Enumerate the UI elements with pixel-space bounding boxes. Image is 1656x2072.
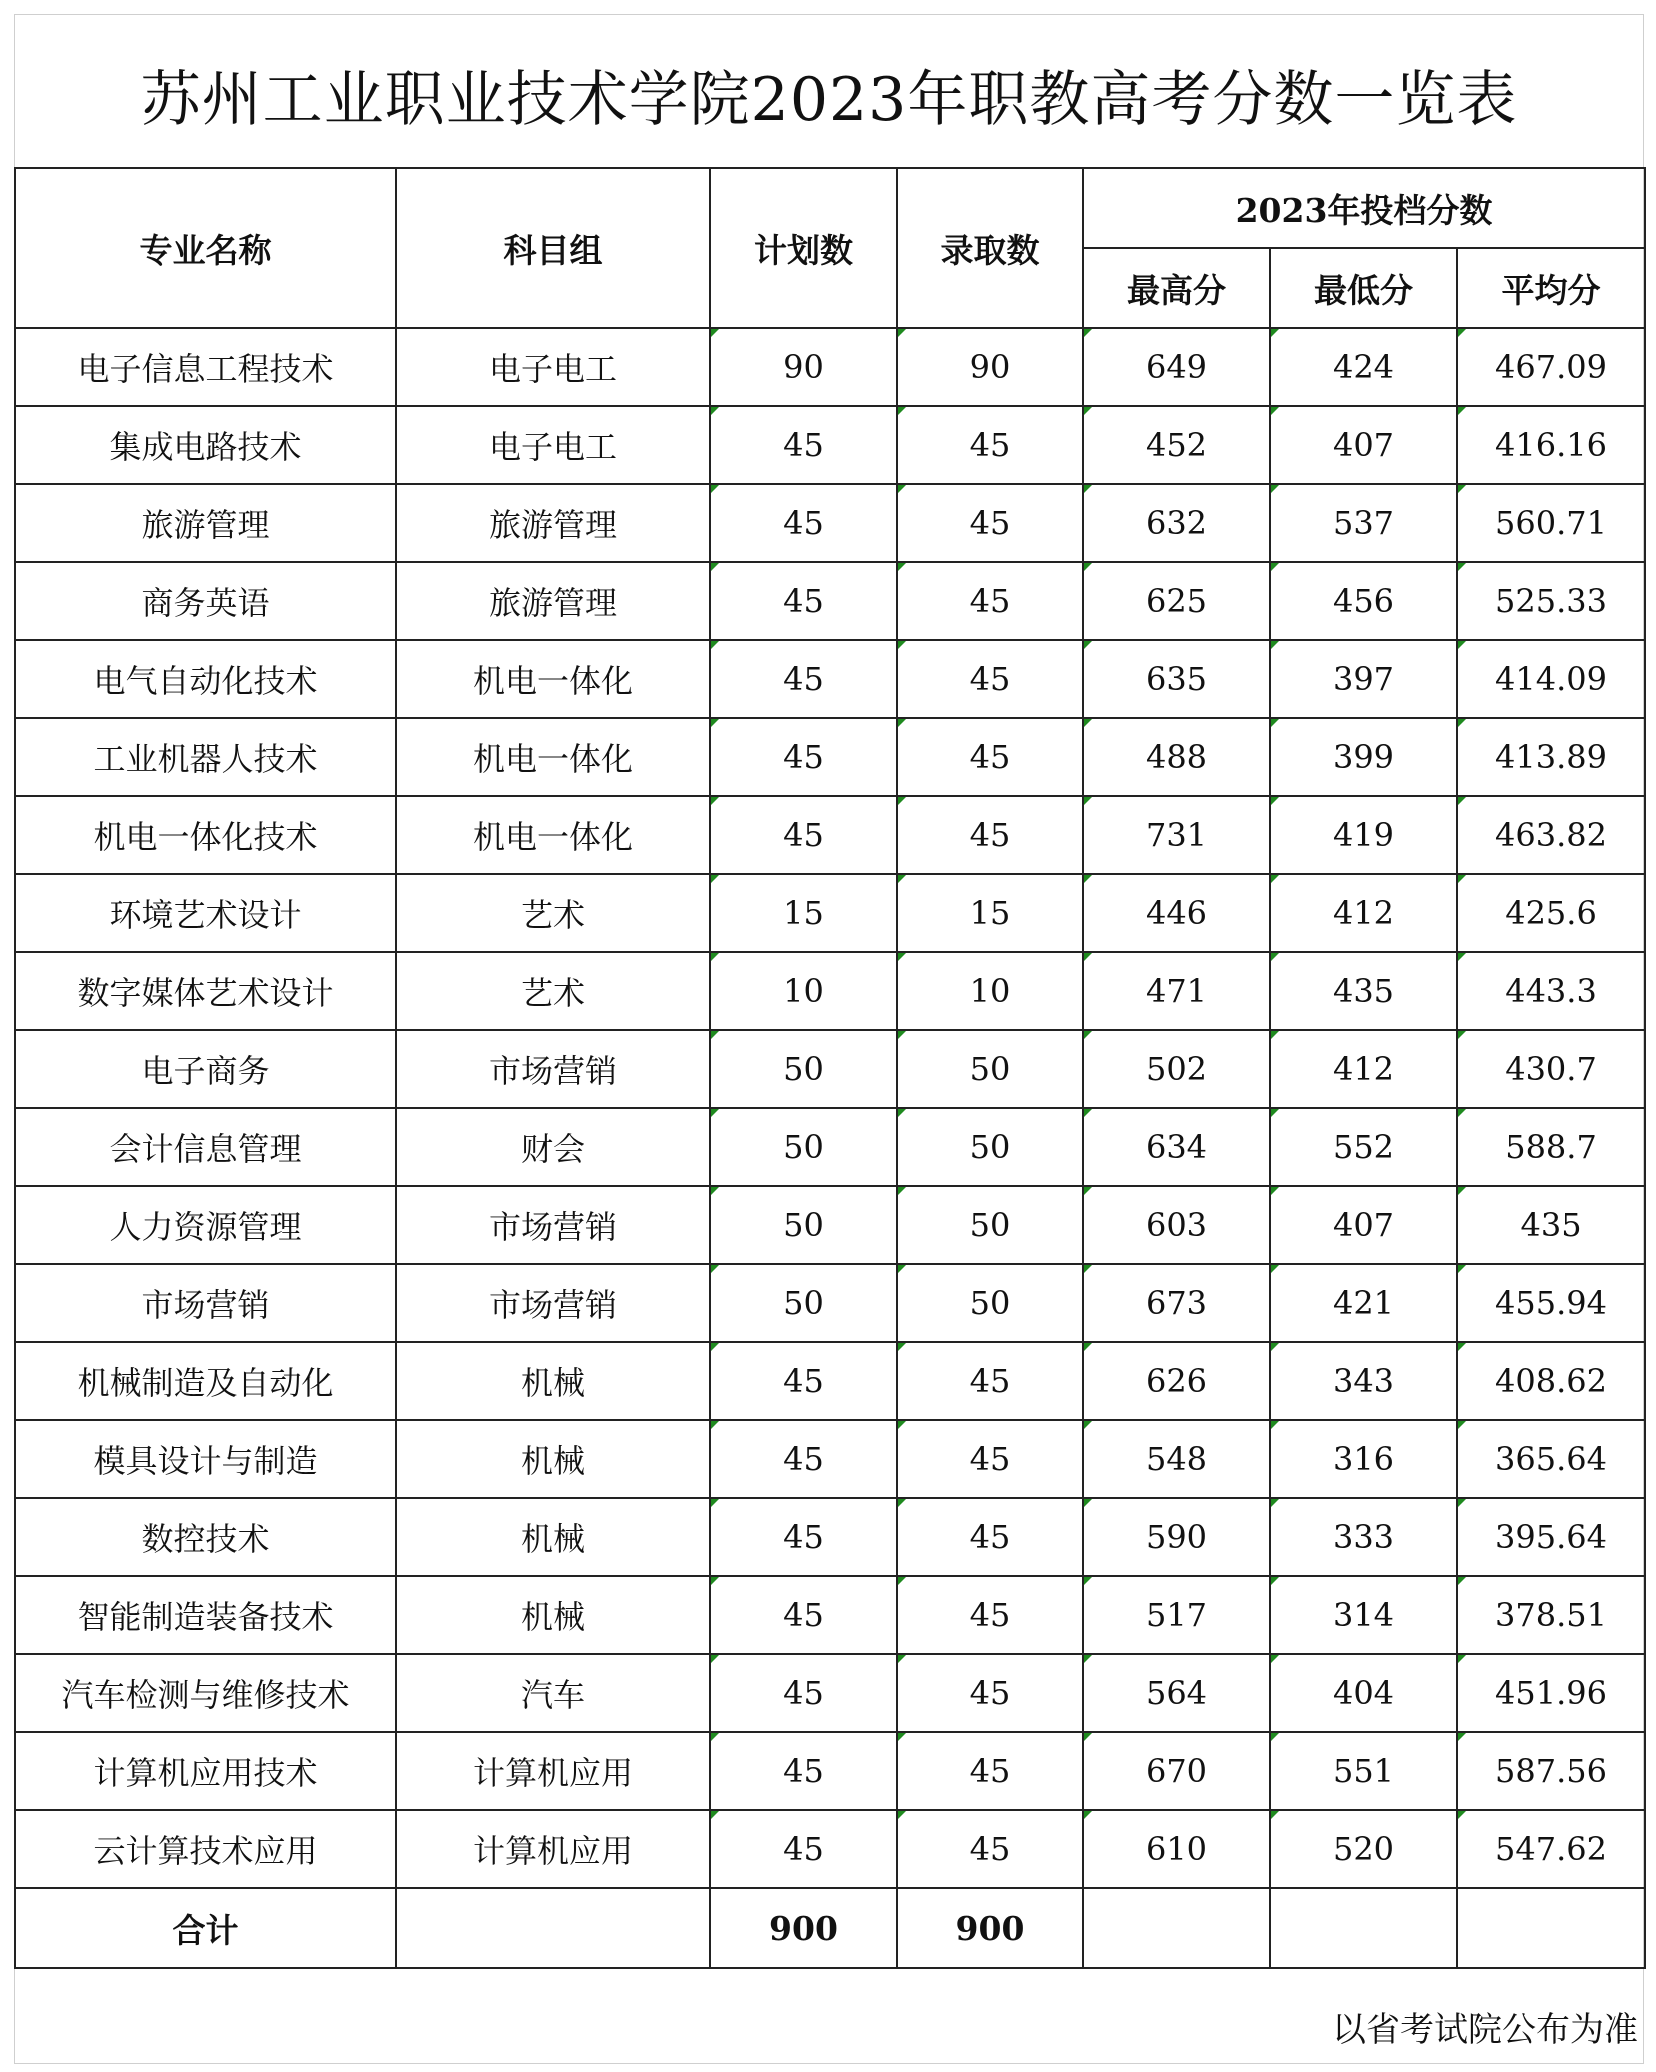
cell-subject-group: 艺术	[396, 874, 710, 952]
cell-min: 314	[1270, 1576, 1457, 1654]
cell-subject-group: 市场营销	[396, 1264, 710, 1342]
cell-avg: 395.64	[1457, 1498, 1645, 1576]
table-body	[15, 328, 1645, 1888]
cell-max: 626	[1083, 1342, 1270, 1420]
cell-avg: 588.7	[1457, 1108, 1645, 1186]
cell-major: 人力资源管理	[15, 1186, 396, 1264]
cell-avg: 525.33	[1457, 562, 1645, 640]
total-min-empty	[1270, 1888, 1457, 1968]
cell-subject-group: 机电一体化	[396, 718, 710, 796]
cell-admitted: 45	[897, 718, 1083, 796]
cell-admitted: 45	[897, 1342, 1083, 1420]
cell-max: 471	[1083, 952, 1270, 1030]
cell-admitted: 45	[897, 562, 1083, 640]
cell-subject-group: 机械	[396, 1342, 710, 1420]
cell-admitted: 45	[897, 640, 1083, 718]
cell-max: 603	[1083, 1186, 1270, 1264]
cell-major: 机电一体化技术	[15, 796, 396, 874]
table-row	[15, 952, 1645, 1030]
cell-max: 731	[1083, 796, 1270, 874]
cell-plan: 45	[710, 406, 897, 484]
cell-plan: 45	[710, 1576, 897, 1654]
cell-admitted: 45	[897, 1810, 1083, 1888]
cell-plan: 45	[710, 640, 897, 718]
cell-admitted: 45	[897, 406, 1083, 484]
cell-subject-group: 汽车	[396, 1654, 710, 1732]
header-score-group: 2023年投档分数	[1083, 168, 1645, 248]
cell-plan: 50	[710, 1108, 897, 1186]
cell-avg: 467.09	[1457, 328, 1645, 406]
table-row	[15, 1342, 1645, 1420]
table-row	[15, 1030, 1645, 1108]
cell-admitted: 50	[897, 1264, 1083, 1342]
cell-max: 634	[1083, 1108, 1270, 1186]
cell-major: 数字媒体艺术设计	[15, 952, 396, 1030]
cell-admitted: 45	[897, 1498, 1083, 1576]
cell-max: 517	[1083, 1576, 1270, 1654]
cell-plan: 45	[710, 1654, 897, 1732]
cell-admitted: 45	[897, 796, 1083, 874]
header-max: 最高分	[1083, 248, 1270, 328]
cell-plan: 45	[710, 1342, 897, 1420]
cell-avg: 451.96	[1457, 1654, 1645, 1732]
total-max-empty	[1083, 1888, 1270, 1968]
header-min: 最低分	[1270, 248, 1457, 328]
cell-min: 537	[1270, 484, 1457, 562]
cell-plan: 50	[710, 1264, 897, 1342]
cell-avg: 414.09	[1457, 640, 1645, 718]
cell-major: 旅游管理	[15, 484, 396, 562]
cell-max: 564	[1083, 1654, 1270, 1732]
cell-min: 316	[1270, 1420, 1457, 1498]
cell-major: 机械制造及自动化	[15, 1342, 396, 1420]
cell-plan: 45	[710, 1498, 897, 1576]
cell-major: 智能制造装备技术	[15, 1576, 396, 1654]
cell-min: 552	[1270, 1108, 1457, 1186]
cell-max: 632	[1083, 484, 1270, 562]
cell-subject-group: 机械	[396, 1420, 710, 1498]
cell-min: 520	[1270, 1810, 1457, 1888]
cell-max: 446	[1083, 874, 1270, 952]
cell-admitted: 10	[897, 952, 1083, 1030]
cell-subject-group: 计算机应用	[396, 1732, 710, 1810]
cell-min: 412	[1270, 874, 1457, 952]
cell-max: 548	[1083, 1420, 1270, 1498]
cell-min: 404	[1270, 1654, 1457, 1732]
cell-min: 412	[1270, 1030, 1457, 1108]
cell-plan: 50	[710, 1030, 897, 1108]
table-row	[15, 562, 1645, 640]
cell-min: 397	[1270, 640, 1457, 718]
cell-avg: 416.16	[1457, 406, 1645, 484]
cell-subject-group: 机电一体化	[396, 796, 710, 874]
cell-max: 590	[1083, 1498, 1270, 1576]
cell-subject-group: 艺术	[396, 952, 710, 1030]
cell-min: 419	[1270, 796, 1457, 874]
cell-max: 610	[1083, 1810, 1270, 1888]
table-row	[15, 1576, 1645, 1654]
cell-max: 502	[1083, 1030, 1270, 1108]
table-row	[15, 1732, 1645, 1810]
cell-plan: 45	[710, 562, 897, 640]
cell-admitted: 50	[897, 1186, 1083, 1264]
table-row	[15, 1264, 1645, 1342]
cell-subject-group: 机电一体化	[396, 640, 710, 718]
cell-plan: 45	[710, 1810, 897, 1888]
total-group-empty	[396, 1888, 710, 1968]
cell-avg: 365.64	[1457, 1420, 1645, 1498]
cell-max: 670	[1083, 1732, 1270, 1810]
cell-avg: 547.62	[1457, 1810, 1645, 1888]
cell-plan: 45	[710, 1732, 897, 1810]
table-row	[15, 796, 1645, 874]
table-row	[15, 1810, 1645, 1888]
cell-major: 计算机应用技术	[15, 1732, 396, 1810]
cell-major: 数控技术	[15, 1498, 396, 1576]
header-plan: 计划数	[710, 168, 897, 328]
table-row	[15, 1654, 1645, 1732]
cell-subject-group: 市场营销	[396, 1030, 710, 1108]
table-row	[15, 1498, 1645, 1576]
table-row	[15, 718, 1645, 796]
cell-admitted: 45	[897, 1732, 1083, 1810]
cell-major: 汽车检测与维修技术	[15, 1654, 396, 1732]
cell-avg: 430.7	[1457, 1030, 1645, 1108]
cell-min: 343	[1270, 1342, 1457, 1420]
total-admitted: 900	[897, 1888, 1083, 1968]
total-label: 合计	[15, 1888, 396, 1968]
cell-subject-group: 电子电工	[396, 406, 710, 484]
header-avg: 平均分	[1457, 248, 1645, 328]
cell-min: 424	[1270, 328, 1457, 406]
cell-admitted: 50	[897, 1030, 1083, 1108]
cell-max: 635	[1083, 640, 1270, 718]
footer-note: 以省考试院公布为准	[1332, 2010, 1638, 2050]
cell-max: 673	[1083, 1264, 1270, 1342]
cell-major: 电子商务	[15, 1030, 396, 1108]
cell-avg: 408.62	[1457, 1342, 1645, 1420]
table-row	[15, 874, 1645, 952]
cell-subject-group: 机械	[396, 1576, 710, 1654]
cell-subject-group: 市场营销	[396, 1186, 710, 1264]
cell-major: 模具设计与制造	[15, 1420, 396, 1498]
cell-major: 云计算技术应用	[15, 1810, 396, 1888]
cell-min: 407	[1270, 406, 1457, 484]
total-plan: 900	[710, 1888, 897, 1968]
cell-admitted: 15	[897, 874, 1083, 952]
cell-min: 421	[1270, 1264, 1457, 1342]
cell-admitted: 45	[897, 1654, 1083, 1732]
cell-max: 488	[1083, 718, 1270, 796]
total-avg-empty	[1457, 1888, 1645, 1968]
cell-avg: 560.71	[1457, 484, 1645, 562]
cell-min: 551	[1270, 1732, 1457, 1810]
cell-subject-group: 旅游管理	[396, 562, 710, 640]
cell-major: 电子信息工程技术	[15, 328, 396, 406]
cell-subject-group: 财会	[396, 1108, 710, 1186]
cell-major: 工业机器人技术	[15, 718, 396, 796]
cell-admitted: 45	[897, 1420, 1083, 1498]
table-row	[15, 1108, 1645, 1186]
cell-plan: 45	[710, 1420, 897, 1498]
cell-avg: 378.51	[1457, 1576, 1645, 1654]
cell-min: 456	[1270, 562, 1457, 640]
cell-avg: 413.89	[1457, 718, 1645, 796]
cell-major: 电气自动化技术	[15, 640, 396, 718]
cell-major: 环境艺术设计	[15, 874, 396, 952]
header-admitted: 录取数	[897, 168, 1083, 328]
cell-major: 市场营销	[15, 1264, 396, 1342]
cell-plan: 45	[710, 796, 897, 874]
cell-major: 商务英语	[15, 562, 396, 640]
cell-avg: 587.56	[1457, 1732, 1645, 1810]
cell-min: 407	[1270, 1186, 1457, 1264]
cell-plan: 45	[710, 718, 897, 796]
cell-subject-group: 计算机应用	[396, 1810, 710, 1888]
cell-plan: 15	[710, 874, 897, 952]
total-row	[15, 1888, 1645, 1968]
cell-avg: 425.6	[1457, 874, 1645, 952]
cell-admitted: 45	[897, 1576, 1083, 1654]
cell-min: 435	[1270, 952, 1457, 1030]
cell-min: 333	[1270, 1498, 1457, 1576]
scores-table	[14, 167, 1646, 1969]
table-row	[15, 1186, 1645, 1264]
cell-plan: 10	[710, 952, 897, 1030]
cell-avg: 455.94	[1457, 1264, 1645, 1342]
cell-plan: 90	[710, 328, 897, 406]
cell-major: 会计信息管理	[15, 1108, 396, 1186]
table-row	[15, 484, 1645, 562]
header-subject-group: 科目组	[396, 168, 710, 328]
table-row	[15, 640, 1645, 718]
cell-admitted: 45	[897, 484, 1083, 562]
cell-max: 452	[1083, 406, 1270, 484]
table-row	[15, 328, 1645, 406]
cell-avg: 435	[1457, 1186, 1645, 1264]
cell-plan: 45	[710, 484, 897, 562]
cell-max: 625	[1083, 562, 1270, 640]
cell-plan: 50	[710, 1186, 897, 1264]
cell-subject-group: 旅游管理	[396, 484, 710, 562]
cell-max: 649	[1083, 328, 1270, 406]
cell-subject-group: 机械	[396, 1498, 710, 1576]
table-row	[15, 406, 1645, 484]
cell-admitted: 90	[897, 328, 1083, 406]
cell-major: 集成电路技术	[15, 406, 396, 484]
cell-avg: 463.82	[1457, 796, 1645, 874]
page-title: 苏州工业职业技术学院2023年职教高考分数一览表	[140, 65, 1518, 135]
cell-subject-group: 电子电工	[396, 328, 710, 406]
cell-avg: 443.3	[1457, 952, 1645, 1030]
cell-admitted: 50	[897, 1108, 1083, 1186]
header-major: 专业名称	[15, 168, 396, 328]
table-row	[15, 1420, 1645, 1498]
cell-min: 399	[1270, 718, 1457, 796]
